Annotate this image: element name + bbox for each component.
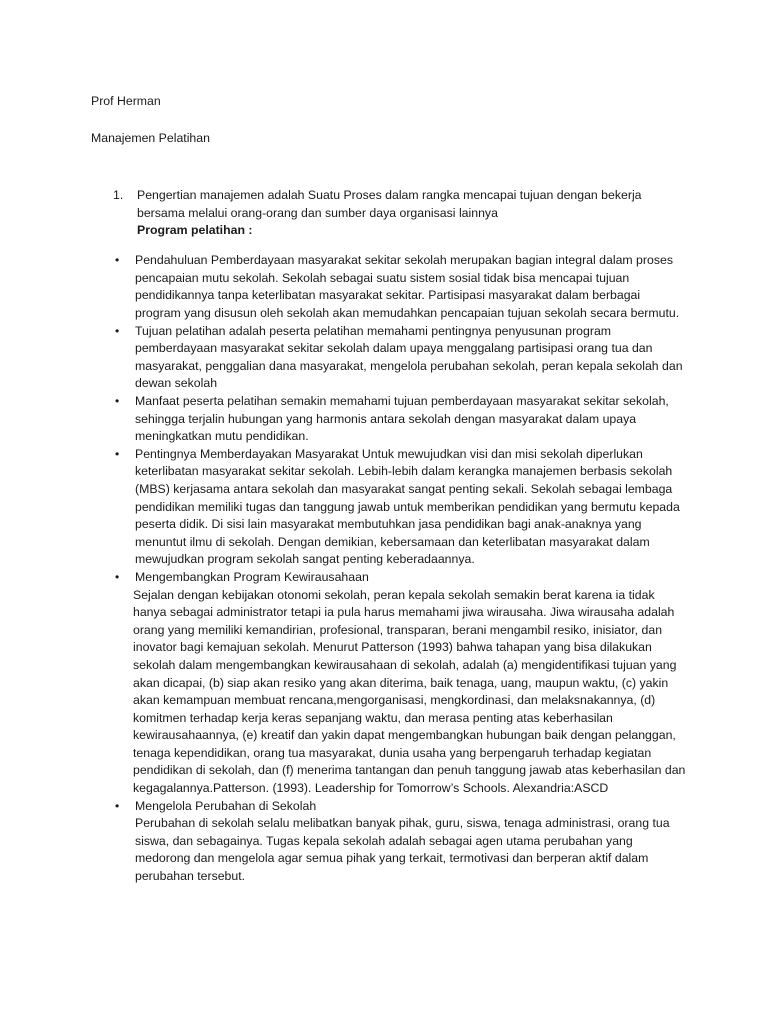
bullet-item-tujuan	[91, 323, 688, 393]
bullet-icon: •	[115, 394, 120, 409]
bullet-item-kewirausahaan	[91, 569, 688, 798]
bullet-icon: •	[115, 569, 120, 584]
bullet-item-manfaat	[91, 393, 688, 446]
bullet-body: Sejalan dengan kebijakan otonomi sekolah, peran kepala sekolah semakin berat karena ia tidak hanya sebagai administrator tetapi ia pula harus memahami jiwa wirausaha. Jiwa wirausaha adalah orang yang memiliki kemandirian, profesional, transparan, berani mengambil resiko, inisiator, dan inovator bagi kemajuan sekolah. Menurut Patterson (1993) bahwa tahapan yang bisa dilakukan sekolah dalam mengembangkan kewirausahaan di sekolah, adalah (a) mengidentifikasi tujuan yang akan dicapai, (b) siap akan resiko yang akan diterima, baik tenaga, uang, maupun waktu, (c) yakin akan kemampuan membuat rencana,mengorganisasi, mengkordinasi, dan melaksnakannya, (d) komitmen terhadap kerja keras sepanjang waktu, dan merasa penting atas keberhasilan kewirausahaannya, (e) kreatif dan yakin dapat mengembangkan hubungan baik dengan pelanggan, tenaga kependidikan, orang tua masyarakat, dunia usaha yang berpengaruh terhadap kegiatan pendidikan di sekolah, dan (f) menerima tantangan dan penuh tanggung jawab atas keberhasilan dan kegagalannya.Patterson. (1993). Leadership for Tomorrow’s Schools. Alexandria:ASCD	[133, 587, 686, 796]
numbered-list	[91, 187, 688, 240]
author-name: Prof Herman	[91, 94, 161, 108]
item-text: Pengertian manajemen adalah Suatu Proses dalam rangka mencapai tujuan dengan bekerja bersama melalui orang-orang dan sumber daya organisasi lainnya	[137, 188, 642, 220]
item-number: 1.	[113, 188, 124, 203]
numbered-item	[91, 187, 688, 240]
bullet-icon: •	[115, 253, 120, 268]
bullet-item-perubahan	[91, 798, 688, 886]
bullet-title: Mengelola Perubahan di Sekolah	[135, 798, 317, 813]
bullet-icon: •	[115, 798, 120, 813]
bullet-text: Manfaat peserta pelatihan semakin memahami tujuan pemberdayaan masyarakat sekitar sekolah, sehingga terjalin hubungan yang harmonis antara sekolah dengan masyarakat dalam upaya meningkatkan mutu pendidikan.	[135, 394, 669, 444]
course-title: Manajemen Pelatihan	[91, 130, 210, 145]
bullet-list	[91, 252, 688, 885]
bullet-text: Pentingnya Memberdayakan Masyarakat Untuk mewujudkan visi dan misi sekolah diperlukan keterlibatan masyarakat sekitar sekolah. Lebih-lebih dalam kerangka manajemen berbasis sekolah (MBS) kerjasama antara sekolah dan masyarakat sangat penting sekali. Sekolah sebagai lembaga pendidikan memiliki tugas dan tanggung jawab untuk memberikan pendidikan yang bermutu kepada peserta didik. Di sisi lain masyarakat membutuhkan jasa pendidikan bagi anak-anaknya yang menuntut ilmu di sekolah. Dengan demikian, kebersamaan dan keterlibatan masyarakat dalam mewujudkan program sekolah sangat penting keberadaannya.	[135, 446, 680, 567]
bullet-text: Pendahuluan Pemberdayaan masyarakat sekitar sekolah merupakan bagian integral dalam proses pencapaian mutu sekolah. Sekolah sebagai suatu sistem sosial tidak bisa mencapai tujuan pendidikannya tanpa keterlibatan masyarakat sekitar. Partisipasi masyarakat dalam berbagai program yang disusun oleh sekolah akan memudahkan pencapaian tujuan sekolah secara bermutu.	[135, 253, 680, 321]
bullet-body: Perubahan di sekolah selalu melibatkan banyak pihak, guru, siswa, tenaga administrasi, orang tua siswa, dan sebagainya. Tugas kepala sekolah adalah sebagai agen utama perubahan yang medorong dan mengelola agar semua pihak yang terkait, termotivasi dan berperan aktif dalam perubahan tersebut.	[135, 816, 670, 884]
bullet-icon: •	[115, 323, 120, 338]
bullet-text: Tujuan pelatihan adalah peserta pelatihan memahami pentingnya penyusunan program pemberdayaan masyarakat sekitar sekolah dalam upaya menggalang partisipasi orang tua dan masyarakat, penggalian dana masyarakat, mengelola perubahan sekolah, peran kepala sekolah dan dewan sekolah	[135, 323, 683, 391]
bullet-item-pendahuluan	[91, 252, 688, 322]
program-label: Program pelatihan :	[137, 223, 253, 238]
bullet-icon: •	[115, 446, 120, 461]
bullet-item-pentingnya	[91, 446, 688, 569]
bullet-title: Mengembangkan Program Kewirausahaan	[135, 569, 369, 584]
